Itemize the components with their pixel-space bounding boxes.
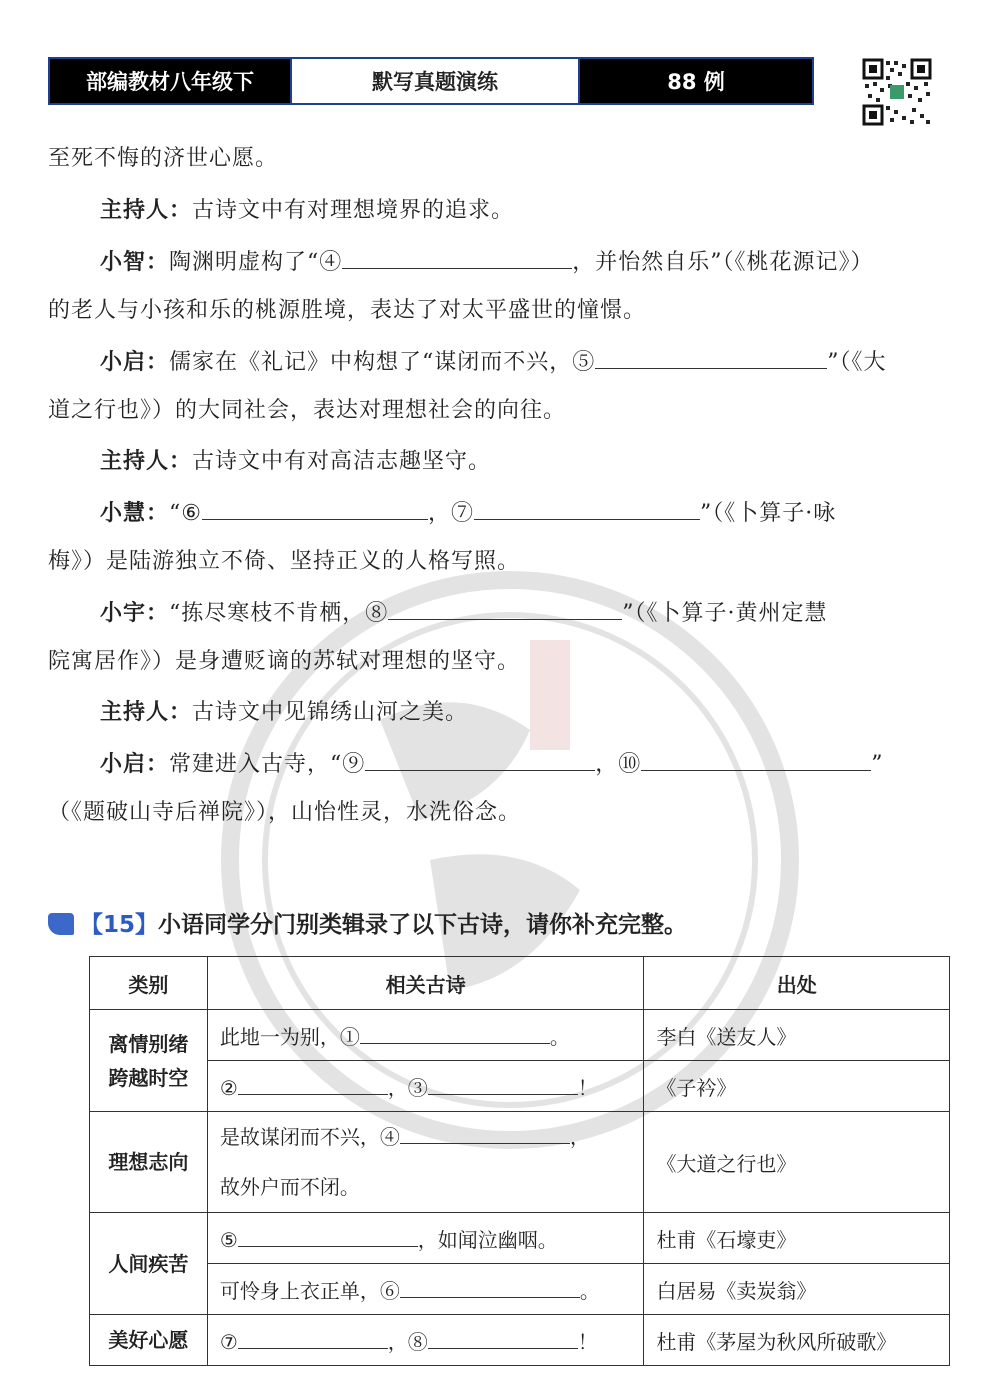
speaker-host: 主持人：	[100, 700, 193, 725]
line-text: ”（《卜算子·黄州定慧	[622, 601, 828, 626]
passage-line-14: （《题破山寺后禅院》），山怡性灵，水洗俗念。	[48, 800, 522, 825]
category-cell: 美好心愿	[90, 1315, 208, 1366]
line-text: ，⑩	[595, 752, 642, 777]
header-textbook: 部编教材八年级下	[50, 59, 290, 103]
table-row	[90, 1061, 950, 1112]
speaker-xiaohui: 小慧：	[100, 501, 170, 526]
speaker-xiaozhi: 小智：	[100, 250, 170, 275]
header-title: 默写真题演练	[290, 59, 580, 103]
poem-cell: ⑤ ，如闻泣幽咽。	[207, 1213, 644, 1264]
bookmark-icon	[48, 913, 74, 935]
passage-line-2	[100, 196, 992, 226]
answer-blank-9[interactable]	[365, 748, 595, 771]
passage-line-1: 至死不悔的济世心愿。	[48, 146, 279, 171]
line-text: ，⑦	[428, 501, 475, 526]
table-row	[90, 1264, 950, 1315]
qr-code-icon[interactable]	[862, 58, 932, 126]
poem-cell: ⑦ ，⑧ ！	[207, 1315, 644, 1366]
header-bar	[48, 57, 814, 105]
line-text: “⑥	[169, 501, 202, 526]
table-row	[90, 1213, 950, 1264]
answer-blank-10[interactable]	[641, 748, 871, 771]
answer-blank-t1[interactable]	[360, 1025, 550, 1044]
poem-table	[89, 956, 950, 1366]
line-text: ”（《大	[827, 350, 887, 375]
passage-line-9: 梅》）是陆游独立不倚、坚持正义的人格写照。	[48, 549, 521, 574]
source-cell: 《大道之行也》	[644, 1112, 950, 1213]
line-text: 古诗文中有对高洁志趣坚守。	[192, 449, 492, 474]
passage-line-4: 的老人与小孩和乐的桃源胜境，表达了对太平盛世的憧憬。	[48, 298, 647, 323]
line-text: ”（《卜算子·咏	[700, 501, 837, 526]
line-text: 常建进入古寺，“⑨	[169, 752, 366, 777]
poem-cell: ② ，③ ！	[207, 1061, 644, 1112]
line-text: 儒家在《礼记》中构想了“谋闭而不兴，⑤	[169, 350, 596, 375]
source-cell: 《子衿》	[644, 1061, 950, 1112]
answer-blank-4[interactable]	[342, 246, 572, 269]
line-text: 古诗文中见锦绣山河之美。	[192, 700, 469, 725]
table-header: 类别	[90, 957, 208, 1010]
speaker-host: 主持人：	[100, 198, 193, 223]
answer-blank-8[interactable]	[388, 597, 622, 620]
answer-blank-t3[interactable]	[428, 1076, 578, 1095]
speaker-xiaoqi: 小启：	[100, 752, 170, 777]
answer-blank-5[interactable]	[595, 346, 827, 369]
source-cell: 李白《送友人》	[644, 1010, 950, 1061]
table-header: 相关古诗	[207, 957, 644, 1010]
answer-blank-6[interactable]	[202, 497, 428, 520]
passage-line-11: 院寓居作》）是身遭贬谪的苏轼对理想的坚守。	[48, 649, 521, 674]
question-15-title	[48, 906, 687, 939]
category-cell: 人间疾苦	[90, 1213, 208, 1315]
passage-line-10	[100, 597, 992, 629]
answer-blank-t5[interactable]	[238, 1228, 418, 1247]
poem-cell: 是故谋闭而不兴，④ ， 故外户而不闭。	[207, 1112, 644, 1213]
answer-blank-t4[interactable]	[400, 1125, 570, 1144]
question-number: 【15】	[80, 912, 159, 938]
table-row	[90, 1315, 950, 1366]
speaker-host: 主持人：	[100, 449, 193, 474]
passage-line-8	[100, 497, 992, 529]
table-header: 出处	[644, 957, 950, 1010]
line-text: 陶渊明虚构了“④	[169, 250, 343, 275]
poem-cell: 此地一为别，① 。	[207, 1010, 644, 1061]
answer-blank-t7[interactable]	[238, 1330, 388, 1349]
passage-line-13	[100, 748, 992, 780]
table-row	[90, 1010, 950, 1061]
answer-blank-7[interactable]	[474, 497, 700, 520]
answer-blank-t6[interactable]	[400, 1279, 580, 1298]
answer-blank-t2[interactable]	[238, 1076, 388, 1095]
answer-blank-t8[interactable]	[428, 1330, 578, 1349]
source-cell: 杜甫《茅屋为秋风所破歌》	[644, 1315, 950, 1366]
line-text: 古诗文中有对理想境界的追求。	[192, 198, 515, 223]
line-text: ”	[871, 752, 884, 777]
speaker-xiaoqi: 小启：	[100, 350, 170, 375]
source-cell: 杜甫《石壕吏》	[644, 1213, 950, 1264]
category-cell: 理想志向	[90, 1112, 208, 1213]
poem-cell: 可怜身上衣正单，⑥ 。	[207, 1264, 644, 1315]
line-text: “拣尽寒枝不肯栖，⑧	[169, 601, 389, 626]
passage-line-6: 道之行也》）的大同社会，表达对理想社会的向往。	[48, 398, 567, 423]
passage-line-12	[100, 698, 992, 728]
table-row	[90, 1112, 950, 1213]
category-cell: 离情别绪 跨越时空	[90, 1010, 208, 1112]
question-text: 小语同学分门别类辑录了以下古诗，请你补充完整。	[158, 912, 688, 938]
passage-line-5	[100, 346, 992, 378]
passage-line-7	[100, 447, 992, 477]
header-count: 88 例	[580, 59, 812, 103]
passage-line-3	[100, 246, 992, 278]
line-text: ，并怡然自乐”（《桃花源记》）	[572, 250, 874, 275]
table-header-row	[90, 957, 950, 1010]
source-cell: 白居易《卖炭翁》	[644, 1264, 950, 1315]
speaker-xiaoyu: 小宇：	[100, 601, 170, 626]
